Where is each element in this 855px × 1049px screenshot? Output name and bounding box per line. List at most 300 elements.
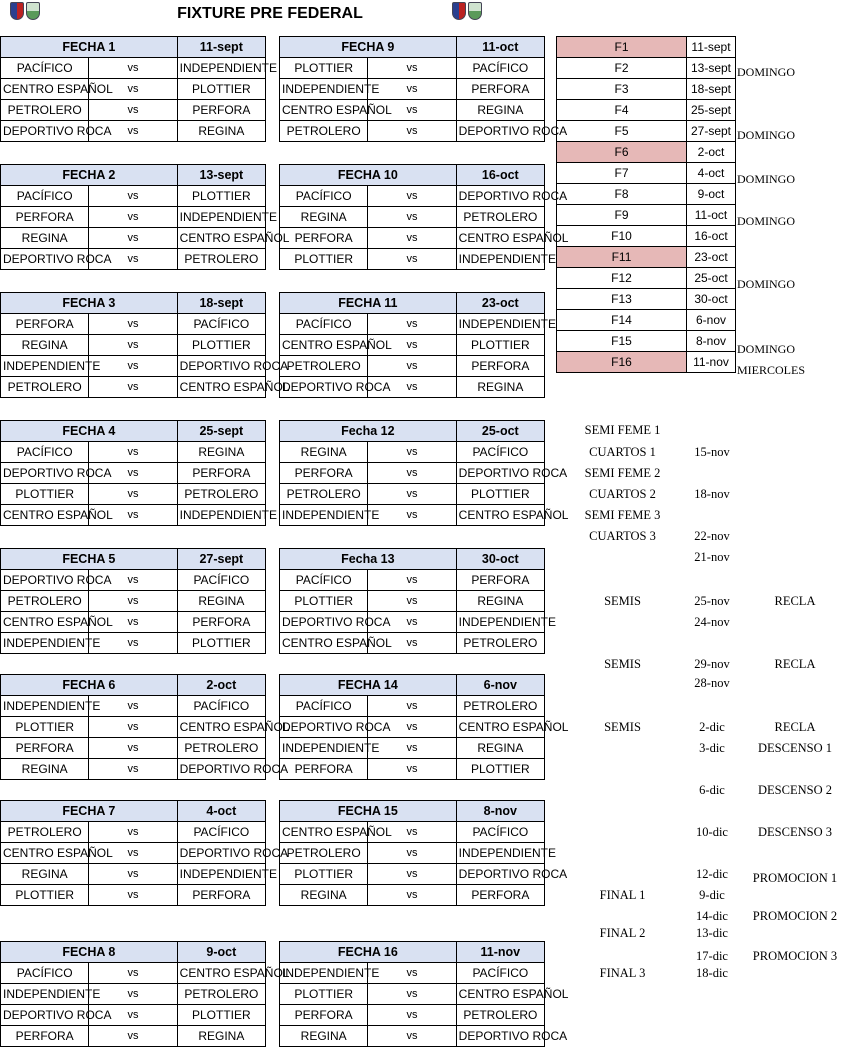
playoff-entry: SEMIS — [604, 720, 641, 734]
page-title: FIXTURE PRE FEDERAL — [177, 5, 363, 22]
home-team: REGINA — [1, 228, 89, 249]
home-team: CENTRO ESPAÑOL — [1, 79, 89, 100]
match-row — [280, 843, 545, 864]
match-row — [280, 228, 545, 249]
match-row — [1, 186, 266, 207]
match-row — [1, 207, 266, 228]
home-team: PLOTTIER — [280, 984, 368, 1005]
fecha-table — [0, 36, 278, 142]
schedule-row — [557, 100, 736, 121]
vs-label: vs — [89, 505, 177, 526]
away-team: PLOTTIER — [456, 484, 544, 505]
match-row — [1, 984, 266, 1005]
home-team: CENTRO ESPAÑOL — [1, 843, 89, 864]
home-team: PETROLERO — [1, 591, 89, 612]
match-row — [280, 249, 545, 270]
match-row — [280, 1026, 545, 1047]
schedule-row — [557, 142, 736, 163]
playoff-entry: 9-dic — [699, 888, 725, 902]
vs-label: vs — [89, 58, 177, 79]
fecha-label: Fecha 13 — [280, 549, 457, 570]
away-team: PLOTTIER — [177, 79, 265, 100]
fecha-date: 25-sept — [177, 421, 265, 442]
match-row — [1, 738, 266, 759]
fecha-date: 4-oct — [687, 163, 736, 184]
match-row — [280, 885, 545, 906]
away-team: INDEPENDIENTE — [177, 58, 265, 79]
fecha-table — [0, 164, 290, 270]
playoff-entry: 15-nov — [694, 445, 730, 459]
schedule-row — [557, 205, 736, 226]
match-row — [280, 356, 545, 377]
fecha-date: 25-oct — [456, 421, 544, 442]
match-row — [1, 696, 266, 717]
playoff-entry: FINAL 2 — [599, 926, 646, 940]
away-team: DEPORTIVO ROCA — [456, 121, 544, 142]
vs-label: vs — [368, 249, 456, 270]
home-team: REGINA — [1, 759, 89, 780]
fecha-date: 2-oct — [687, 142, 736, 163]
match-row — [280, 612, 545, 633]
fecha-code: F8 — [557, 184, 687, 205]
away-team: DEPORTIVO ROCA — [456, 864, 544, 885]
match-row — [1, 442, 266, 463]
home-team: INDEPENDIENTE — [1, 633, 89, 654]
away-team: PETROLERO — [456, 633, 544, 654]
match-row — [280, 335, 545, 356]
match-row — [1, 885, 266, 906]
vs-label: vs — [368, 984, 456, 1005]
match-row — [1, 963, 266, 984]
away-team: CENTRO ESPAÑOL — [456, 984, 544, 1005]
logos-right — [452, 2, 482, 20]
match-row — [280, 738, 545, 759]
home-team: DEPORTIVO ROCA — [1, 1005, 89, 1026]
vs-label: vs — [89, 228, 177, 249]
vs-label: vs — [89, 570, 177, 591]
playoff-entry: 21-nov — [694, 550, 730, 564]
day-note: DOMINGO — [737, 65, 795, 79]
vs-label: vs — [89, 356, 177, 377]
fecha-date: 30-oct — [687, 289, 736, 310]
vs-label: vs — [89, 885, 177, 906]
home-team: PERFORA — [1, 738, 89, 759]
match-row — [1, 843, 266, 864]
vs-label: vs — [89, 484, 177, 505]
fecha-table — [0, 674, 290, 780]
fecha-table — [0, 420, 278, 526]
day-note: DOMINGO — [737, 214, 795, 228]
away-team: PLOTTIER — [177, 633, 265, 654]
home-team: PERFORA — [1, 1026, 89, 1047]
playoff-entry: SEMIS — [604, 657, 641, 671]
away-team: CENTRO ESPAÑOL — [177, 963, 265, 984]
fecha-label: FECHA 6 — [1, 675, 178, 696]
vs-label: vs — [368, 1026, 456, 1047]
fecha-table — [0, 800, 289, 906]
playoff-entry: DESCENSO 2 — [758, 783, 832, 797]
vs-label: vs — [89, 633, 177, 654]
schedule-row — [557, 352, 736, 373]
vs-label: vs — [368, 843, 456, 864]
match-row — [1, 79, 266, 100]
away-team: REGINA — [177, 1026, 265, 1047]
fecha-date: 13-sept — [177, 165, 265, 186]
away-team: PETROLERO — [456, 207, 544, 228]
home-team: DEPORTIVO ROCA — [280, 612, 368, 633]
home-team: REGINA — [280, 207, 368, 228]
fecha-date: 27-sept — [687, 121, 736, 142]
match-row — [1, 717, 266, 738]
fecha-date: 4-oct — [177, 801, 265, 822]
home-team: CENTRO ESPAÑOL — [280, 100, 368, 121]
playoff-entry: FINAL 3 — [599, 966, 646, 980]
vs-label: vs — [89, 186, 177, 207]
vs-label: vs — [89, 249, 177, 270]
vs-label: vs — [368, 591, 456, 612]
away-team: PLOTTIER — [177, 335, 265, 356]
away-team: PERFORA — [177, 463, 265, 484]
match-row — [280, 79, 545, 100]
away-team: PETROLERO — [177, 484, 265, 505]
fecha-table — [0, 292, 290, 398]
schedule-row — [557, 310, 736, 331]
away-team: REGINA — [456, 377, 544, 398]
club-crest-icon — [452, 2, 466, 20]
fecha-table — [0, 548, 266, 654]
match-row — [280, 1005, 545, 1026]
playoff-entry: 10-dic — [696, 825, 728, 839]
vs-label: vs — [89, 822, 177, 843]
fecha-label: FECHA 16 — [280, 942, 457, 963]
home-team: PLOTTIER — [280, 58, 368, 79]
logos-left — [10, 2, 40, 20]
match-row — [280, 717, 545, 738]
schedule-row — [557, 37, 736, 58]
schedule-row — [557, 289, 736, 310]
home-team: REGINA — [1, 335, 89, 356]
home-team: PACÍFICO — [1, 186, 89, 207]
away-team: DEPORTIVO ROCA — [177, 843, 265, 864]
fecha-date: 18-sept — [177, 293, 265, 314]
away-team: CENTRO ESPAÑOL — [456, 717, 544, 738]
match-row — [1, 463, 266, 484]
away-team: PETROLERO — [177, 738, 265, 759]
match-row — [1, 484, 266, 505]
fecha-code: F9 — [557, 205, 687, 226]
match-row — [280, 377, 545, 398]
vs-label: vs — [368, 314, 456, 335]
match-row — [1, 356, 266, 377]
fecha-code: F1 — [557, 37, 687, 58]
fecha-date: 2-oct — [177, 675, 265, 696]
vs-label: vs — [368, 1005, 456, 1026]
playoff-entry: 18-dic — [696, 966, 728, 980]
vs-label: vs — [89, 207, 177, 228]
vs-label: vs — [368, 463, 456, 484]
vs-label: vs — [368, 121, 456, 142]
vs-label: vs — [368, 822, 456, 843]
vs-label: vs — [368, 612, 456, 633]
home-team: REGINA — [280, 1026, 368, 1047]
away-team: PACÍFICO — [456, 442, 544, 463]
match-row — [280, 759, 545, 780]
schedule-row — [557, 121, 736, 142]
home-team: DEPORTIVO ROCA — [280, 377, 368, 398]
playoff-entry: PROMOCION 3 — [752, 949, 838, 963]
away-team: REGINA — [456, 591, 544, 612]
away-team: INDEPENDIENTE — [456, 314, 544, 335]
away-team: PACÍFICO — [456, 822, 544, 843]
fecha-table — [279, 800, 568, 906]
home-team: PLOTTIER — [1, 717, 89, 738]
away-team: CENTRO ESPAÑOL — [177, 228, 265, 249]
fecha-label: FECHA 15 — [280, 801, 457, 822]
playoff-entry: 29-nov — [694, 657, 730, 671]
vs-label: vs — [89, 100, 177, 121]
fecha-date: 11-oct — [687, 205, 736, 226]
playoff-entry: FINAL 1 — [599, 888, 646, 902]
home-team: PETROLERO — [280, 121, 368, 142]
away-team: PACÍFICO — [456, 58, 544, 79]
home-team: PETROLERO — [280, 484, 368, 505]
fecha-table — [279, 292, 557, 398]
away-team: REGINA — [456, 100, 544, 121]
home-team: DEPORTIVO ROCA — [1, 249, 89, 270]
away-team: INDEPENDIENTE — [456, 249, 544, 270]
away-team: DEPORTIVO ROCA — [456, 463, 544, 484]
fecha-table — [279, 164, 569, 270]
home-team: INDEPENDIENTE — [1, 356, 89, 377]
vs-label: vs — [368, 207, 456, 228]
vs-label: vs — [89, 612, 177, 633]
away-team: PETROLERO — [456, 1005, 544, 1026]
playoff-entry: SEMI FEME 2 — [584, 466, 661, 480]
vs-label: vs — [89, 759, 177, 780]
match-row — [280, 100, 545, 121]
fecha-date: 23-oct — [687, 247, 736, 268]
home-team: PETROLERO — [1, 100, 89, 121]
away-team: PERFORA — [456, 570, 544, 591]
vs-label: vs — [368, 885, 456, 906]
fecha-date: 16-oct — [456, 165, 544, 186]
playoff-entry: 24-nov — [694, 615, 730, 629]
home-team: CENTRO ESPAÑOL — [1, 505, 89, 526]
away-team: PERFORA — [177, 100, 265, 121]
schedule-row — [557, 331, 736, 352]
fecha-date: 11-sept — [687, 37, 736, 58]
match-row — [280, 186, 545, 207]
away-team: DEPORTIVO ROCA — [177, 759, 265, 780]
fecha-label: FECHA 7 — [1, 801, 178, 822]
vs-label: vs — [368, 717, 456, 738]
away-team: PETROLERO — [456, 696, 544, 717]
vs-label: vs — [368, 186, 456, 207]
fecha-label: FECHA 8 — [1, 942, 178, 963]
playoff-entry: SEMI FEME 1 — [584, 423, 661, 437]
vs-label: vs — [368, 864, 456, 885]
fecha-date: 8-nov — [687, 331, 736, 352]
league-crest-icon — [26, 2, 40, 20]
home-team: PLOTTIER — [1, 484, 89, 505]
vs-label: vs — [89, 463, 177, 484]
away-team: REGINA — [177, 442, 265, 463]
match-row — [1, 591, 266, 612]
playoff-entry: PROMOCION 2 — [752, 909, 838, 923]
playoff-entry: 12-dic — [696, 867, 728, 881]
match-row — [280, 570, 545, 591]
vs-label: vs — [368, 100, 456, 121]
vs-label: vs — [368, 505, 456, 526]
fecha-table — [279, 941, 569, 1047]
match-row — [280, 822, 545, 843]
home-team: REGINA — [1, 864, 89, 885]
playoff-entry: 13-dic — [696, 926, 728, 940]
away-team: PACÍFICO — [177, 570, 265, 591]
home-team: CENTRO ESPAÑOL — [280, 822, 368, 843]
home-team: INDEPENDIENTE — [280, 505, 368, 526]
vs-label: vs — [89, 79, 177, 100]
playoff-entry: 18-nov — [694, 487, 730, 501]
home-team: PLOTTIER — [1, 885, 89, 906]
fecha-code: F2 — [557, 58, 687, 79]
home-team: REGINA — [280, 442, 368, 463]
playoff-entry: DESCENSO 3 — [758, 825, 832, 839]
vs-label: vs — [89, 314, 177, 335]
home-team: INDEPENDIENTE — [280, 738, 368, 759]
fecha-code: F4 — [557, 100, 687, 121]
fecha-date: 6-nov — [456, 675, 544, 696]
away-team: CENTRO ESPAÑOL — [456, 505, 544, 526]
fecha-code: F16 — [557, 352, 687, 373]
schedule-row — [557, 184, 736, 205]
home-team: PACÍFICO — [1, 442, 89, 463]
match-row — [1, 633, 266, 654]
vs-label: vs — [89, 717, 177, 738]
home-team: INDEPENDIENTE — [280, 79, 368, 100]
away-team: PLOTTIER — [456, 335, 544, 356]
home-team: CENTRO ESPAÑOL — [1, 612, 89, 633]
fecha-label: FECHA 10 — [280, 165, 457, 186]
home-team: PERFORA — [1, 207, 89, 228]
home-team: CENTRO ESPAÑOL — [280, 335, 368, 356]
away-team: PERFORA — [456, 885, 544, 906]
match-row — [1, 759, 266, 780]
home-team: PERFORA — [280, 463, 368, 484]
match-row — [1, 314, 266, 335]
match-row — [280, 984, 545, 1005]
playoff-entry: CUARTOS 3 — [589, 529, 656, 543]
home-team: PACÍFICO — [1, 58, 89, 79]
fecha-date: 18-sept — [687, 79, 736, 100]
playoff-entry: SEMIS — [604, 594, 641, 608]
away-team: DEPORTIVO ROCA — [177, 356, 265, 377]
match-row — [280, 58, 545, 79]
away-team: PERFORA — [456, 356, 544, 377]
match-row — [280, 633, 545, 654]
home-team: PETROLERO — [1, 822, 89, 843]
home-team: PACÍFICO — [280, 570, 368, 591]
fecha-code: F10 — [557, 226, 687, 247]
fecha-table — [279, 36, 568, 142]
match-row — [280, 463, 545, 484]
away-team: INDEPENDIENTE — [456, 843, 544, 864]
playoff-entry: 17-dic — [696, 949, 728, 963]
home-team: PACÍFICO — [280, 186, 368, 207]
fecha-code: F15 — [557, 331, 687, 352]
fecha-date: 27-sept — [177, 549, 265, 570]
vs-label: vs — [89, 591, 177, 612]
match-row — [280, 121, 545, 142]
away-team: INDEPENDIENTE — [177, 505, 265, 526]
fecha-date: 11-nov — [687, 352, 736, 373]
schedule-row — [557, 163, 736, 184]
vs-label: vs — [368, 58, 456, 79]
fecha-date: 9-oct — [687, 184, 736, 205]
vs-label: vs — [89, 984, 177, 1005]
home-team: DEPORTIVO ROCA — [1, 463, 89, 484]
home-team: DEPORTIVO ROCA — [1, 121, 89, 142]
match-row — [1, 1026, 266, 1047]
home-team: DEPORTIVO ROCA — [1, 570, 89, 591]
playoff-entry: 2-dic — [699, 720, 725, 734]
home-team: PERFORA — [280, 759, 368, 780]
vs-label: vs — [89, 121, 177, 142]
away-team: PERFORA — [456, 79, 544, 100]
home-team: PETROLERO — [280, 356, 368, 377]
away-team: PACÍFICO — [177, 696, 265, 717]
match-row — [1, 228, 266, 249]
fecha-label: FECHA 9 — [280, 37, 457, 58]
playoff-entry: 25-nov — [694, 594, 730, 608]
match-row — [1, 505, 266, 526]
fecha-code: F13 — [557, 289, 687, 310]
fecha-code: F5 — [557, 121, 687, 142]
away-team: PERFORA — [177, 612, 265, 633]
match-row — [1, 100, 266, 121]
home-team: PACÍFICO — [280, 314, 368, 335]
fecha-date: 23-oct — [456, 293, 544, 314]
vs-label: vs — [368, 759, 456, 780]
fecha-table — [279, 674, 569, 780]
vs-label: vs — [368, 570, 456, 591]
match-row — [280, 207, 545, 228]
vs-label: vs — [368, 79, 456, 100]
match-row — [1, 377, 266, 398]
home-team: PACÍFICO — [280, 696, 368, 717]
away-team: CENTRO ESPAÑOL — [177, 717, 265, 738]
vs-label: vs — [368, 442, 456, 463]
fecha-date: 25-oct — [687, 268, 736, 289]
playoff-entry: SEMI FEME 3 — [584, 508, 661, 522]
match-row — [280, 963, 545, 984]
home-team: CENTRO ESPAÑOL — [280, 633, 368, 654]
fecha-label: FECHA 14 — [280, 675, 457, 696]
schedule-row — [557, 226, 736, 247]
away-team: PETROLERO — [177, 249, 265, 270]
vs-label: vs — [368, 738, 456, 759]
fecha-table — [0, 941, 290, 1047]
fecha-label: FECHA 11 — [280, 293, 457, 314]
match-row — [280, 484, 545, 505]
away-team: DEPORTIVO ROCA — [456, 186, 544, 207]
away-team: INDEPENDIENTE — [177, 207, 265, 228]
fecha-date: 11-oct — [456, 37, 544, 58]
fecha-date: 11-nov — [456, 942, 544, 963]
vs-label: vs — [89, 1005, 177, 1026]
vs-label: vs — [89, 738, 177, 759]
fecha-table — [279, 420, 569, 526]
